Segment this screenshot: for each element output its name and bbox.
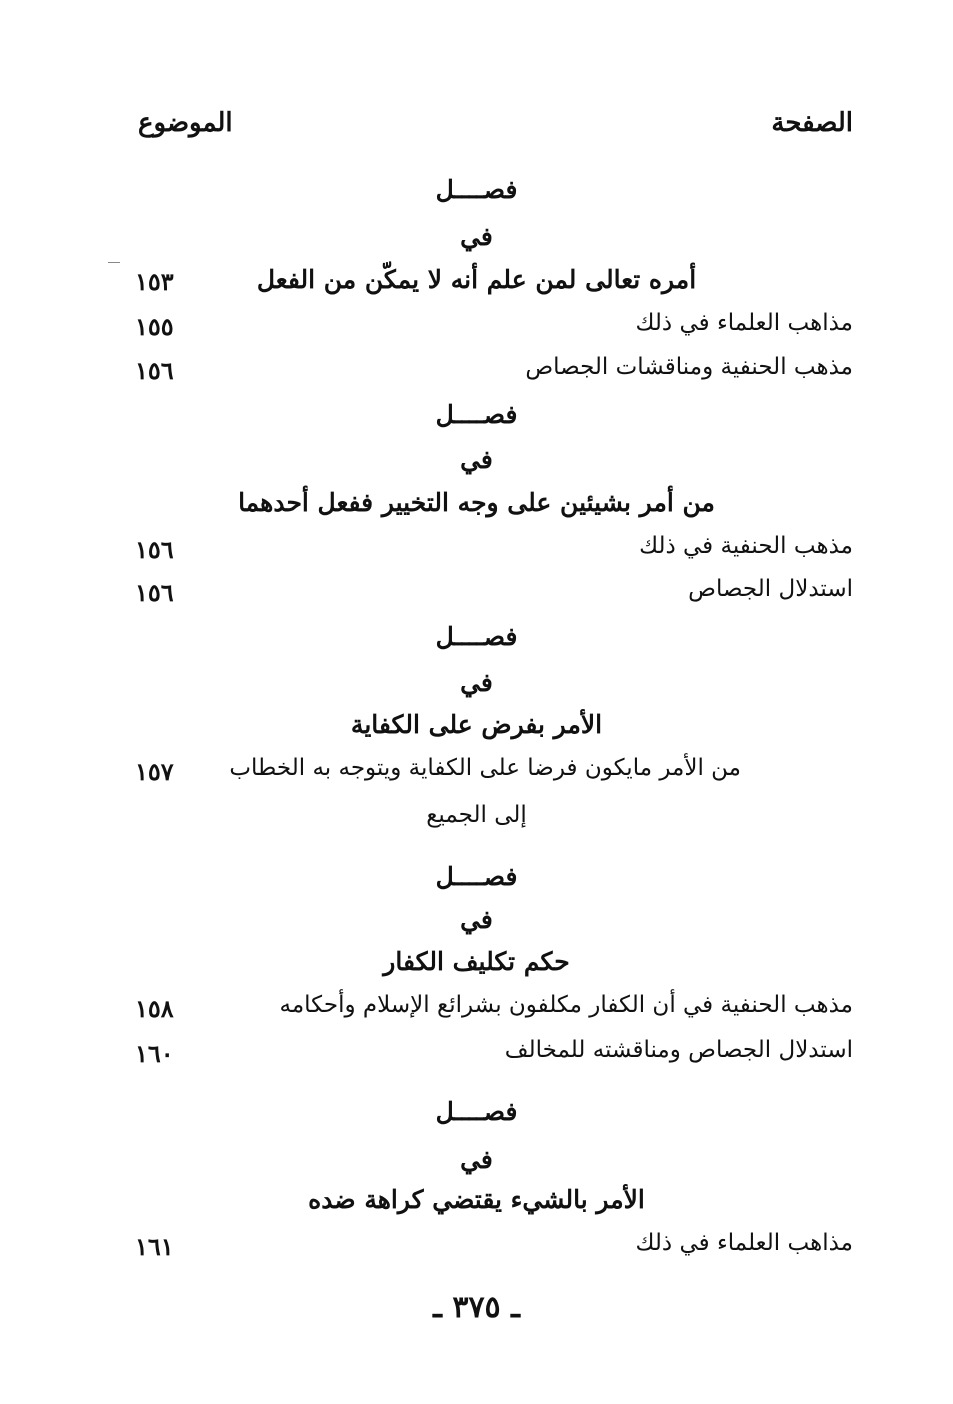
section-fi: في (460, 222, 493, 251)
index-entry: مذهب الحنفية في ذلك (639, 533, 853, 559)
index-entry: مذاهب العلماء في ذلك (635, 310, 853, 336)
footer-page-number: ـ ٣٧٥ ـ (433, 1290, 520, 1325)
section-fi: في (460, 1145, 493, 1174)
section-heading: فصــــل (435, 175, 518, 204)
page-number: ١٥٧ (135, 757, 174, 786)
page-column-header: الصفحة (771, 108, 853, 138)
index-entry: مذهب الحنفية في أن الكفار مكلفون بشرائع الإسلام وأحكامه (279, 992, 853, 1018)
index-entry: مذاهب العلماء في ذلك (635, 1230, 853, 1256)
section-title: الأمر بفرض على الكفاية (350, 710, 603, 739)
section-fi: في (460, 905, 493, 934)
page-number: ١٦٠ (135, 1039, 174, 1068)
section-title: الأمر بالشيء يقتضي كراهة ضده (308, 1185, 645, 1214)
section-title: حكم تكليف الكفار (383, 947, 570, 976)
page-number: ١٥٨ (135, 994, 174, 1023)
page-number: ١٥٦ (135, 578, 174, 607)
section-title: من أمر بشيئين على وجه التخيير ففعل أحدهما (238, 488, 715, 517)
index-entry: من الأمر مايكون فرضا على الكفاية ويتوجه به الخطاب (229, 755, 741, 781)
index-entry-continuation: إلى الجميع (426, 802, 527, 828)
topic-column-header: الموضوع (138, 108, 233, 138)
section-heading: فصــــل (435, 400, 518, 429)
page-number: ١٥٥ (135, 312, 174, 341)
section-fi: في (460, 445, 493, 474)
index-entry: مذهب الحنفية ومناقشات الجصاص (525, 354, 853, 380)
index-entry: استدلال الجصاص (688, 576, 853, 602)
scan-mark (108, 262, 120, 263)
index-entry: استدلال الجصاص ومناقشته للمخالف (504, 1037, 853, 1063)
section-heading: فصــــل (435, 1097, 518, 1126)
page-number: ١٥٦ (135, 535, 174, 564)
page-number: ١٦١ (135, 1232, 174, 1261)
section-fi: في (460, 668, 493, 697)
section-title: أمره تعالى لمن علم أنه لا يمكّن من الفعل (256, 265, 697, 294)
page-number: ١٥٦ (135, 356, 174, 385)
page-number: ١٥٣ (135, 267, 174, 296)
section-heading: فصــــل (435, 622, 518, 651)
section-heading: فصــــل (435, 862, 518, 891)
